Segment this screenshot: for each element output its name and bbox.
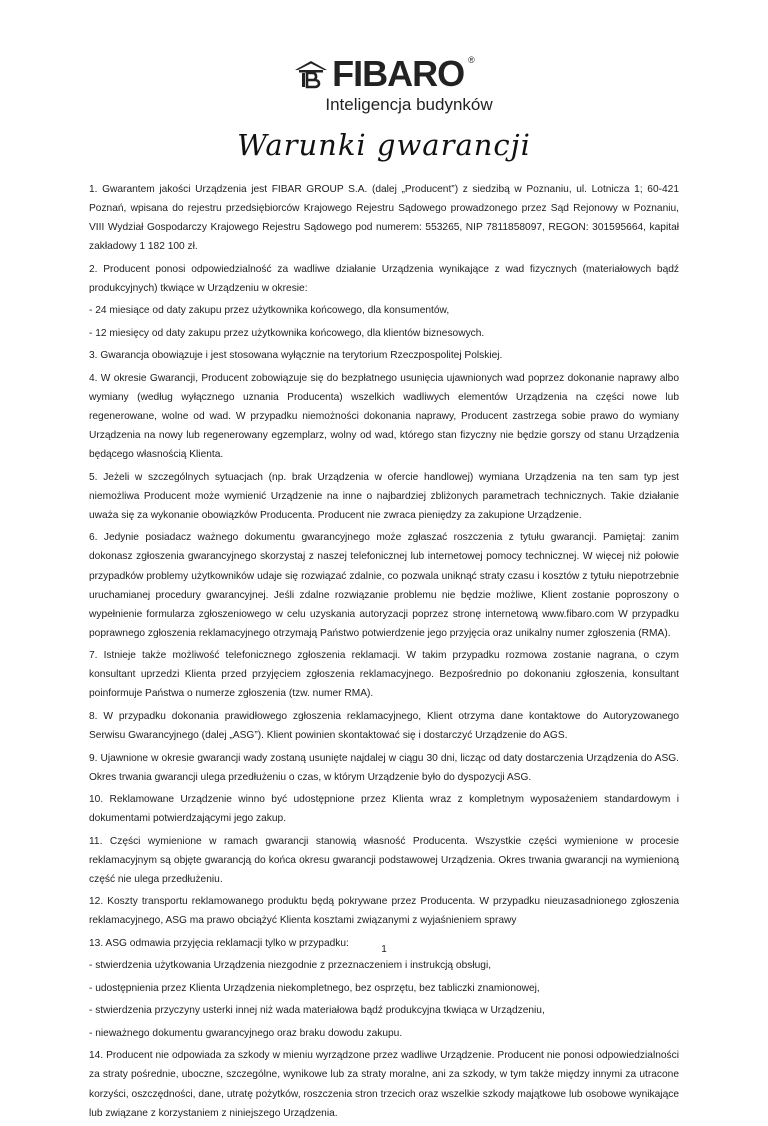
paragraph: 5. Jeżeli w szczególnych sytuacjach (np. brak Urządzenia w ofercie handlowej) wymiana Urządzenia na ten sam typ jest niemożliwa Producent może wymienić Urządzenie na inne o najbardziej zbliżonych parametrach technicznych. Takie działanie uważa się za wykonanie obowiązków Producenta. Producent nie zwraca pieniędzy za zakupione Urządzenie. <box>89 471 679 521</box>
list-item: - stwierdzenia przyczyny usterki innej niż wada materiałowa bądź produkcyjna tkwiąca w Urządzeniu, <box>89 1005 545 1017</box>
logo <box>0 53 768 115</box>
warranty-terms <box>89 180 679 1126</box>
paragraph: 1. Gwarantem jakości Urządzenia jest FIBAR GROUP S.A. (dalej „Producent”) z siedzibą w Poznaniu, ul. Lotnicza 1; 60-421 Poznań, wpisana do rejestru przedsiębiorców Krajowego Rejestru Sądowego prowadzonego przez Sąd Rejonowy w Poznaniu, VIII Wydział Gospodarczy Krajowego Rejestru Sądowego pod numerem: 553265, NIP 7811858097, REGON: 301595664, kapitał zakładowy 1 182 100 zł. <box>89 184 679 253</box>
paragraph: 11. Części wymienione w ramach gwarancji stanowią własność Producenta. Wszystkie części wymienione w procesie reklamacyjnym są objęte gwarancją do końca okresu gwarancji podstawowej Urządzenia. Okres trwania gwarancji na wymienioną część nie ulega przedłużeniu. <box>89 835 679 885</box>
list-item: - 12 miesięcy od daty zakupu przez użytkownika końcowego, dla klientów biznesowych. <box>89 327 485 339</box>
paragraph: 6. Jedynie posiadacz ważnego dokumentu gwarancyjnego może zgłaszać roszczenia z tytułu gwarancji. Pamiętaj: zanim dokonasz zgłoszenia gwarancyjnego skorzystaj z naszej telefonicznej lub internetowej pomocy technicznej. W więcej niż połowie przypadków problemy użytkowników udaje się rozwiązać zdalnie, co pozwala uniknąć straty czasu i kosztów z tytułu niepotrzebnie uruchamianej procedury gwarancyjnej. Jeśli zdalne rozwiązanie problemu nie będzie możliwe, Klient zostanie poproszony o wypełnienie formularza zgłoszeniowego w celu uzyskania autoryzacji poprzez stronę internetową www.fibaro.com W przypadku poprawnego zgłoszenia reklamacyjnego otrzymają Państwo potwierdzenie jego przyjęcia oraz unikalny numer zgłoszenia (RMA). <box>89 532 679 639</box>
document-title: Warunki gwarancji <box>237 128 531 162</box>
paragraph: 3. Gwarancja obowiązuje i jest stosowana wyłącznie na terytorium Rzeczpospolitej Polskiej. <box>89 350 503 362</box>
paragraph: 2. Producent ponosi odpowiedzialność za wadliwe działanie Urządzenia wynikające z wad fizycznych (materiałowych bądź produkcyjnych) tkwiące w Urządzeniu w okresie: <box>89 263 679 294</box>
paragraph: 14. Producent nie odpowiada za szkody w mieniu wyrządzone przez wadliwe Urządzenie. Producent nie ponosi odpowiedzialności za straty pośrednie, uboczne, szczególne, wynikowe lub za straty moralne, ani za szkody, w tym także między innymi za utracone korzyści, oszczędności, dane, utratę pożytków, roszczenia stron trzecich oraz wszelkie szkody majątkowe lub osobowe wynikające lub związane z korzystaniem z niniejszego Urządzenia. <box>89 1050 679 1119</box>
list-item: - nieważnego dokumentu gwarancyjnego oraz braku dowodu zakupu. <box>89 1027 403 1039</box>
paragraph: 7. Istnieje także możliwość telefonicznego zgłoszenia reklamacji. W takim przypadku rozmowa zostanie nagrana, o czym konsultant uprzedzi Klienta przed przyjęciem zgłoszenia reklamacyjnego. Bezpośrednio po dokonaniu zgłoszenia, konsultant poinformuje Państwa o numerze zgłoszenia (tzw. numer RMA). <box>89 650 679 700</box>
tagline: Inteligencja budynków <box>325 95 493 114</box>
paragraph: 12. Koszty transportu reklamowanego produktu będą pokrywane przez Producenta. W przypadku nieuzasadnionego zgłoszenia reklamacyjnego, ASG ma prawo obciążyć Klienta kosztami związanymi z wyjaśnieniem sprawy <box>89 896 679 927</box>
brand-name: FIBARO <box>332 53 465 94</box>
paragraph: 4. W okresie Gwarancji, Producent zobowiązuje się do bezpłatnego usunięcia ujawnionych wad poprzez dokonanie naprawy albo wymiany (według wyłącznego uznania Producenta) wszelkich wadliwych elementów Urządzenia na części nowe lub regenerowane, wolne od wad. W przypadku niemożności dokonania naprawy, Producent zastrzega sobie prawo do wymiany Urządzenia na nowy lub regenerowany egzemplarz, wolny od wad, którego stan fizyczny nie będzie gorszy od stanu Urządzenia będącego własnością Klienta. <box>89 372 679 461</box>
list-item: - stwierdzenia użytkowania Urządzenia niezgodnie z przeznaczeniem i instrukcją obsługi, <box>89 960 492 972</box>
list-item: - 24 miesiące od daty zakupu przez użytkownika końcowego, dla konsumentów, <box>89 305 450 317</box>
paragraph: 8. W przypadku dokonania prawidłowego zgłoszenia reklamacyjnego, Klient otrzyma dane kontaktowe do Autoryzowanego Serwisu Gwarancyjnego (dalej „ASG”). Klient powinien skontaktować się i dostarczyć Urządzenie do AGS. <box>89 710 679 742</box>
paragraph: 13. ASG odmawia przyjęcia reklamacji tylko w przypadku: <box>89 937 349 949</box>
page-number: 1 <box>381 944 387 955</box>
registered-mark: ® <box>468 55 475 65</box>
paragraph: 9. Ujawnione w okresie gwarancji wady zostaną usunięte najdalej w ciągu 30 dni, licząc od daty dostarczenia Urządzenia do ASG. Okres trwania gwarancji ulega przedłużeniu o czas, w którym Urządzenie było do dyspozycji ASG. <box>89 752 679 783</box>
fibaro-house-icon <box>293 59 329 89</box>
list-item: - udostępnienia przez Klienta Urządzenia niekompletnego, bez osprzętu, bez tabliczki znamionowej, <box>89 982 540 994</box>
paragraph: 10. Reklamowane Urządzenie winno być udostępnione przez Klienta wraz z kompletnym wyposażeniem standardowym i dokumentami potwierdzającymi jego zakup. <box>89 794 679 825</box>
